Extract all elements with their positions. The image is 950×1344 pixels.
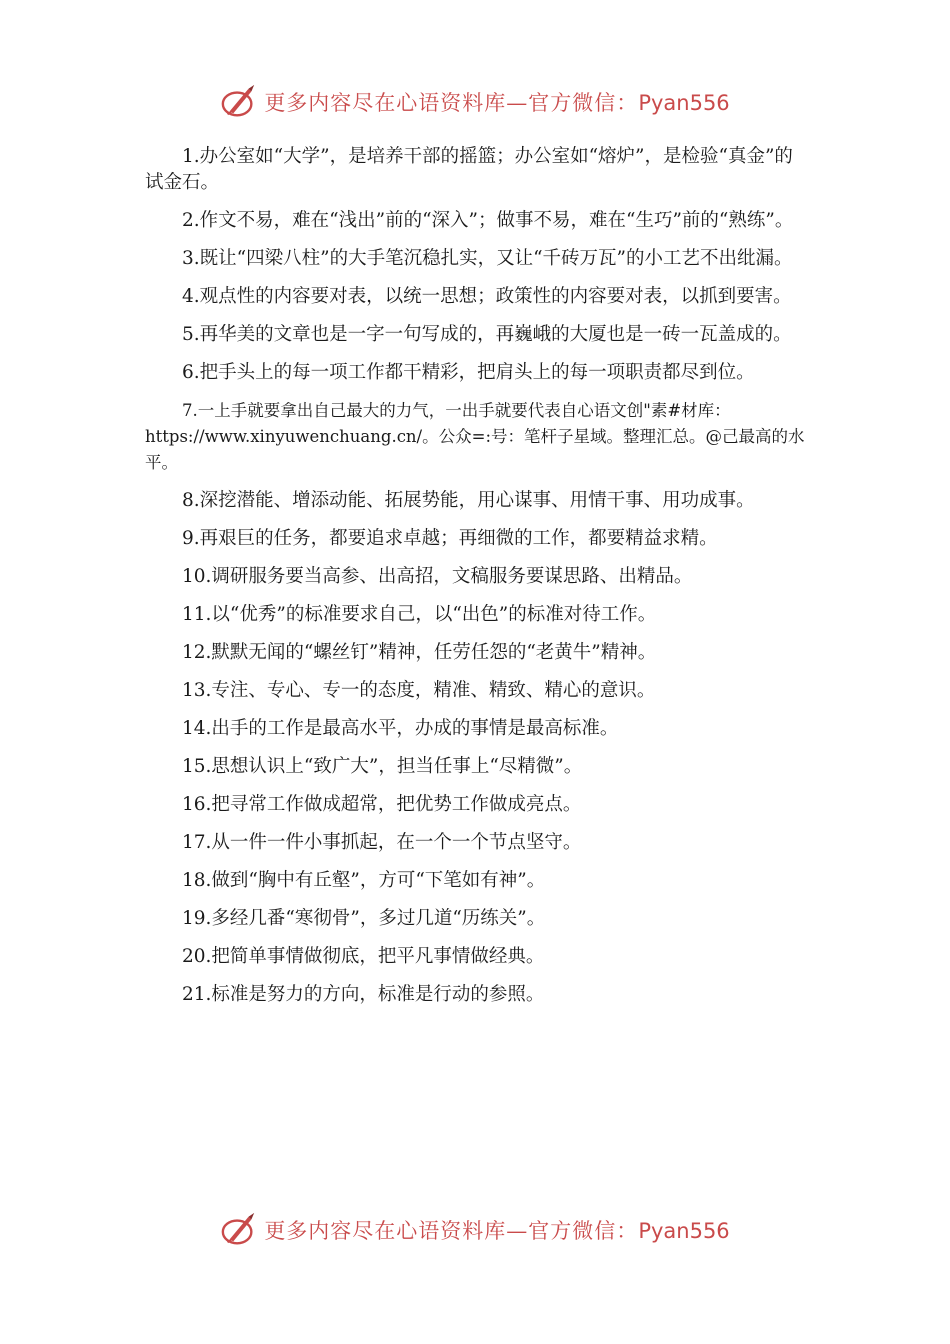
paragraph-18: 18.做到“胸中有丘壑”，方可“下笔如有神”。 [182,870,546,891]
paragraph-16: 16.把寻常工作做成超常，把优势工作做成亮点。 [182,794,582,815]
header-banner [0,80,950,124]
paragraph-6: 6.把手头上的每一项工作都干精彩，把肩头上的每一项职责都尽到位。 [182,362,755,383]
footer-banner-text: 更多内容尽在心语资料库—官方微信：Pyan556 [264,1219,730,1243]
paragraph-5: 5.再华美的文章也是一字一句写成的，再巍峨的大厦也是一砖一瓦盖成的。 [182,324,792,345]
quill-logo-icon [220,83,258,121]
document-body [145,144,807,1020]
paragraph-1: 1.办公室如“大学”，是培养干部的摇篮；办公室如“熔炉”，是检验“真金”的试金石。 [145,146,793,193]
paragraph-11: 11.以“优秀”的标准要求自己，以“出色”的标准对待工作。 [182,604,657,625]
quill-logo-icon [220,1211,258,1249]
paragraph-10: 10.调研服务要当高参、出高招，文稿服务要谋思路、出精品。 [182,566,693,587]
paragraph-3: 3.既让“四梁八柱”的大手笔沉稳扎实，又让“千砖万瓦”的小工艺不出纰漏。 [182,248,793,269]
paragraph-17: 17.从一件一件小事抓起，在一个一个节点坚守。 [182,832,582,853]
paragraph-20: 20.把简单事情做彻底，把平凡事情做经典。 [182,946,545,967]
paragraph-12: 12.默默无闻的“螺丝钉”精神，任劳任怨的“老黄牛”精神。 [182,642,657,663]
paragraph-4: 4.观点性的内容要对表，以统一思想；政策性的内容要对表，以抓到要害。 [182,286,792,307]
paragraph-21: 21.标准是努力的方向，标准是行动的参照。 [182,984,545,1005]
paragraph-13: 13.专注、专心、专一的态度，精准、精致、精心的意识。 [182,680,656,701]
paragraph-2: 2.作文不易，难在“浅出”前的“深入”；做事不易，难在“生巧”前的“熟练”。 [182,210,794,231]
paragraph-7: 7.一上手就要拿出自己最大的力气，一出手就要代表自心语文创"素#材库：https://www.xinyuwenchuang.cn/。公众=:号：笔杆子星域。整理汇总。@己最高的水平。 [145,401,805,472]
paragraph-9: 9.再艰巨的任务，都要追求卓越；再细微的工作，都要精益求精。 [182,528,718,549]
paragraph-8: 8.深挖潜能、增添动能、拓展势能，用心谋事、用情干事、用功成事。 [182,490,755,511]
header-banner-text: 更多内容尽在心语资料库—官方微信：Pyan556 [264,91,730,115]
paragraph-14: 14.出手的工作是最高水平，办成的事情是最高标准。 [182,718,619,739]
footer-banner [0,1208,950,1252]
paragraph-19: 19.多经几番“寒彻骨”，多过几道“历练关”。 [182,908,546,929]
paragraph-15: 15.思想认识上“致广大”，担当任事上“尽精微”。 [182,756,583,777]
